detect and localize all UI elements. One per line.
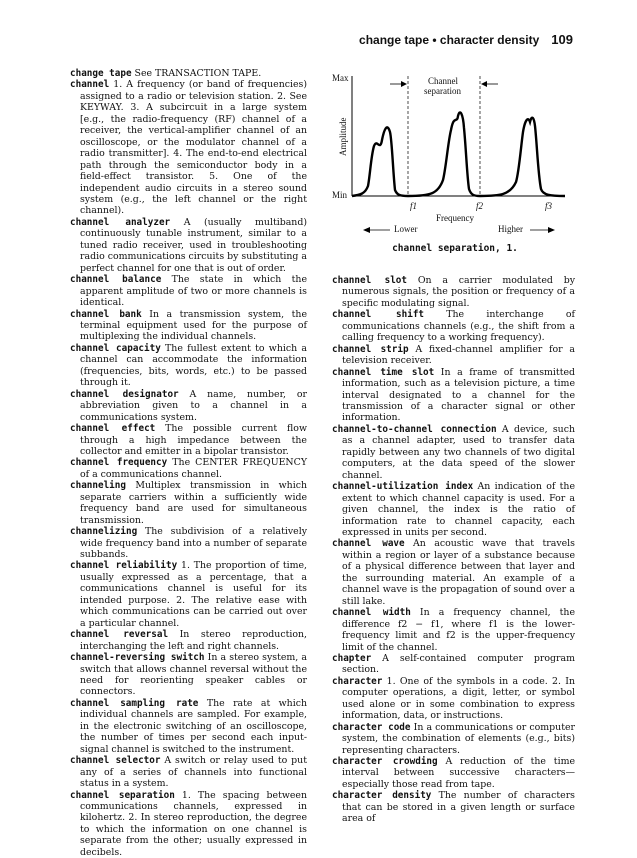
- entry: [332, 424, 575, 481]
- definition: The interchange of communications channels (e.g., the shift from a calling frequency to a working frequency).: [342, 309, 575, 344]
- definition: A name, number, or abbreviation given to a channel in a communications system.: [80, 388, 307, 423]
- headword: channel selector: [70, 755, 161, 767]
- headword: character density: [332, 790, 432, 802]
- entry: [70, 755, 307, 789]
- channel-peak-1: [352, 127, 408, 196]
- y-axis-label: Amplitude: [338, 117, 348, 156]
- separation-label-2: separation: [424, 86, 461, 96]
- headword: channel-to-channel connection: [332, 423, 497, 435]
- higher-label: Higher: [498, 224, 523, 234]
- headword: channel separation: [70, 789, 175, 801]
- entry: [70, 389, 307, 423]
- headword: channel-utilization index: [332, 481, 474, 493]
- entry: [332, 367, 575, 424]
- f3-label: f3: [545, 201, 553, 211]
- definition: A reduction of the time interval between successive characters—especially those read from tape.: [342, 756, 576, 790]
- entry: [70, 457, 307, 480]
- definition: In a transmission system, the terminal equipment used for the purpose of multiplexing the individual channels.: [80, 308, 307, 343]
- entry: [332, 344, 575, 367]
- channel-peak-2: [408, 112, 480, 196]
- headword: channel shift: [332, 309, 425, 321]
- y-min-label: Min: [332, 190, 348, 200]
- separation-label-1: Channel: [428, 76, 458, 86]
- headword: channel width: [332, 607, 411, 619]
- entry: [332, 756, 575, 790]
- entry: [332, 538, 575, 607]
- definition: The rate at which individual channels are sampled. For example, in the electronic switching of an oscilloscope, the number of times per second each input-signal channel is switched to the instrument.: [80, 697, 307, 755]
- definition: The fullest extent to which a channel can accommodate the information (frequencies, bits, words, etc.) to be passed through it.: [80, 342, 307, 389]
- headword: character code: [332, 721, 411, 733]
- headword: chapter: [332, 652, 372, 664]
- headword: channel reliability: [70, 560, 178, 572]
- f2-label: f2: [476, 201, 484, 211]
- definition: An acoustic wave that travels within a region or layer of a substance because of a physical difference between that layer and the surrounding material. An example of a channel wave is the propagation of sound over a still lake.: [342, 538, 575, 607]
- entry: [70, 217, 307, 274]
- entry: [70, 343, 307, 389]
- headword: channel analyzer: [70, 216, 171, 228]
- running-header: [70, 32, 573, 48]
- entry: [70, 423, 307, 457]
- entry: [332, 275, 575, 309]
- definition: See TRANSACTION TAPE.: [131, 68, 262, 79]
- headword: change tape: [70, 68, 132, 79]
- definition: An indication of the extent to which channel capacity is used. For a given channel, the index is the ratio of information rate to channel capacity, each expressed in units per second.: [342, 481, 575, 538]
- headword: channel bank: [70, 308, 142, 320]
- headword: channel-reversing switch: [70, 652, 205, 664]
- headword: channel: [70, 79, 110, 91]
- definition: On a carrier modulated by numerous signals, the position or frequency of a specific modulating signal.: [342, 275, 575, 309]
- headword: character: [332, 675, 383, 687]
- definition: The possible current flow through a high impedance between the collector and emitter in a bipolar transistor.: [80, 423, 307, 457]
- left-column: [70, 68, 307, 858]
- definition: A device, such as a channel adapter, used to transfer data rapidly between any two channels of two digital computers, at the data speed of the slower channel.: [342, 423, 575, 481]
- definition: 1. The proportion of time, usually expressed as a percentage, that a communications channel is useful for its intended purpose. 2. The relative ease with which communications can be carried out over a particular channel.: [80, 560, 307, 629]
- right-column: [332, 275, 575, 825]
- headword: channel wave: [332, 538, 405, 550]
- entry: [332, 653, 575, 676]
- definition: The number of characters that can be stored in a given length or surface area of: [342, 790, 575, 825]
- entry: [332, 607, 575, 653]
- definition: In a communications or computer system, the combination of elements (e.g., bits) representing characters.: [342, 721, 575, 756]
- definition: 1. One of the symbols in a code. 2. In computer operations, a digit, letter, or symbol used alone or in some combination to express information, data, or instructions.: [342, 675, 575, 722]
- definition: A (usually multiband) continuously tunable instrument, similar to a tuned radio receiver, used in troubleshooting radio communications circuits by substituting a perfect channel for one that is out of order.: [80, 216, 307, 274]
- headword: channel time slot: [332, 366, 435, 378]
- entry: [332, 481, 575, 538]
- entry: [70, 652, 307, 698]
- lower-label: Lower: [394, 224, 418, 234]
- definition: A fixed-channel amplifier for a television receiver.: [342, 343, 576, 367]
- entry: [70, 480, 307, 526]
- definition: The subdivision of a relatively wide frequency band into a number of separate subbands.: [80, 526, 307, 561]
- x-axis-label: Frequency: [436, 213, 474, 223]
- headword: channel sampling rate: [70, 697, 199, 709]
- headword: channeling: [70, 480, 126, 492]
- headword: channel slot: [332, 275, 407, 286]
- channel-separation-figure: [330, 68, 580, 258]
- page-number: 109: [551, 32, 573, 47]
- entry: [70, 274, 307, 308]
- entry: [332, 309, 575, 343]
- definition: In a stereo system, a switch that allows channel reversal without the need for reorienting speaker cables or connectors.: [80, 652, 307, 698]
- entry: [70, 698, 307, 755]
- definition: In a frequency channel, the difference f2 − f1, where f1 is the lower-frequency limit and f2 is the upper-frequency limit of the channel.: [342, 607, 575, 653]
- headword: channelizing: [70, 526, 138, 538]
- definition: The CENTER FREQUENCY of a communications channel.: [80, 457, 308, 480]
- f1-label: f1: [410, 201, 418, 211]
- definition: 1. A frequency (or band of frequencies) assigned to a radio or television station. 2. See KEYWAY. 3. A subcircuit in a large system [e.g., the radio-frequency (RF) channel of a receiver, the vertical-amplifier channel of an oscilloscope, or the modulator channel of a radio transmitter]. 4. The end-to-end electrical path through the semiconductor body in a field-effect transistor. 5. One of the independent audio circuits in a stereo sound system (e.g., the left channel or the right channel).: [80, 79, 307, 217]
- entry: [332, 790, 575, 824]
- headword: channel frequency: [70, 457, 168, 469]
- headword: channel capacity: [70, 342, 161, 354]
- headword: character crowding: [332, 756, 438, 768]
- definition: 1. The spacing between communications channels, expressed in kilohertz. 2. In stereo reproduction, the degree to which the information on one channel is separate from the other; usually expressed in decibels.: [80, 789, 307, 858]
- header-title: change tape • character density: [359, 33, 540, 47]
- entry: [332, 722, 575, 756]
- entry: [70, 309, 307, 343]
- definition: A switch or relay used to put any of a series of channels into functional status in a system.: [80, 755, 307, 790]
- headword: channel strip: [332, 343, 409, 355]
- definition: In stereo reproduction, interchanging the left and right channels.: [80, 629, 307, 652]
- entry: [70, 560, 307, 629]
- headword: channel effect: [70, 423, 156, 435]
- headword: channel designator: [70, 388, 179, 400]
- y-max-label: Max: [332, 73, 349, 83]
- figure-caption: channel separation, 1.: [392, 243, 518, 254]
- headword: channel balance: [70, 274, 162, 286]
- definition: In a frame of transmitted information, such as a television picture, a time interval designated to a channel for the transmission of a character signal or other information.: [342, 366, 576, 424]
- definition: Multiplex transmission in which separate carriers within a sufficiently wide frequency band are used for simultaneous transmission.: [80, 480, 307, 526]
- channel-peak-3: [480, 118, 565, 196]
- entry: [70, 79, 307, 216]
- entry: [70, 629, 307, 652]
- headword: channel reversal: [70, 629, 169, 641]
- entry: [332, 676, 575, 722]
- entry: [70, 526, 307, 560]
- definition: The state in which the apparent amplitude of two or more channels is identical.: [80, 274, 307, 309]
- definition: A self-contained computer program section.: [342, 652, 575, 676]
- entry: [70, 68, 307, 79]
